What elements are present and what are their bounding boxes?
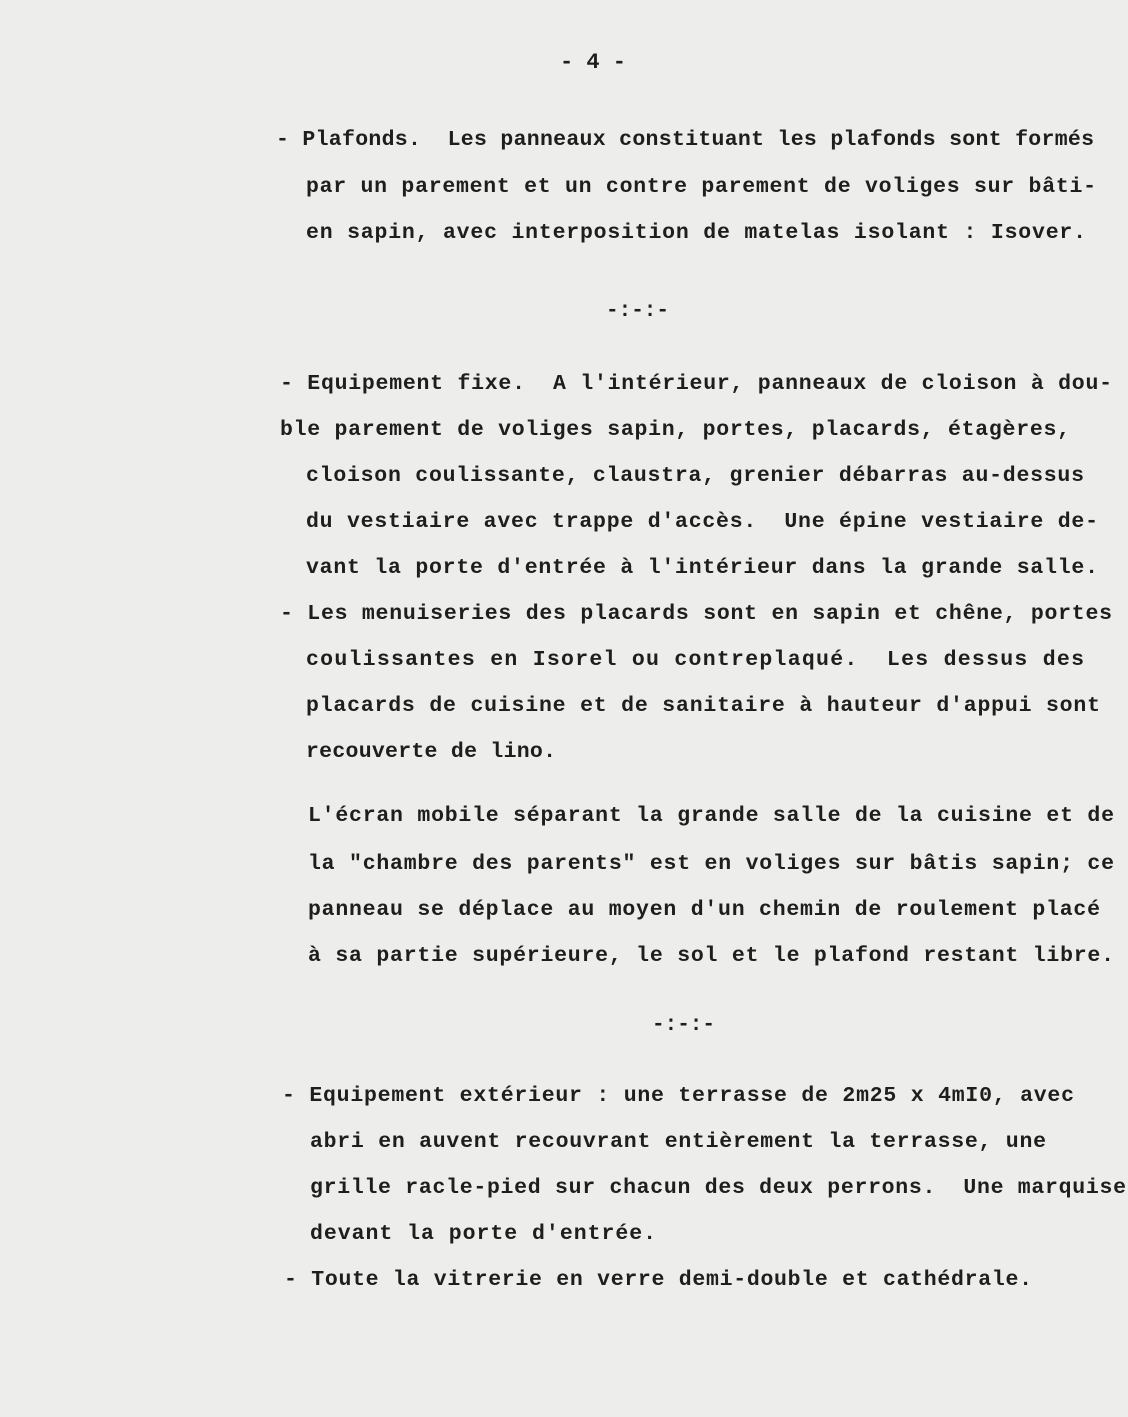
plafonds-line-1: - Plafonds. Les panneaux constituant les plafonds sont formés: [276, 128, 1095, 152]
separator-2: -:-:-: [652, 1014, 716, 1037]
equipement-exterieur-line-1: - Equipement extérieur : une terrasse de 2m25 x 4mI0, avec: [282, 1084, 1075, 1108]
equipement-exterieur-line-4: devant la porte d'entrée.: [310, 1222, 657, 1246]
ecran-mobile-line-4: à sa partie supérieure, le sol et le plafond restant libre.: [308, 944, 1115, 968]
equipement-exterieur-line-3: grille racle-pied sur chacun des deux perrons. Une marquise: [310, 1176, 1127, 1200]
plafonds-line-3: en sapin, avec interposition de matelas isolant : Isover.: [306, 221, 1087, 245]
equipement-fixe-line-2: ble parement de voliges sapin, portes, placards, étagères,: [280, 418, 1071, 442]
equipement-fixe-line-1: - Equipement fixe. A l'intérieur, panneaux de cloison à dou-: [280, 372, 1113, 396]
equipement-fixe-line-3: cloison coulissante, claustra, grenier débarras au-dessus: [306, 464, 1085, 488]
page-number: - 4 -: [560, 50, 627, 75]
menuiseries-line-1: - Les menuiseries des placards sont en sapin et chêne, portes: [280, 602, 1113, 626]
plafonds-line-2: par un parement et un contre parement de voliges sur bâti-: [306, 175, 1097, 199]
equipement-exterieur-line-2: abri en auvent recouvrant entièrement la terrasse, une: [310, 1130, 1047, 1154]
ecran-mobile-line-1: L'écran mobile séparant la grande salle de la cuisine et de: [308, 804, 1115, 828]
equipement-fixe-line-5: vant la porte d'entrée à l'intérieur dans la grande salle.: [306, 556, 1099, 580]
equipement-fixe-line-4: du vestiaire avec trappe d'accès. Une épine vestiaire de-: [306, 510, 1099, 534]
vitrerie-line-1: - Toute la vitrerie en verre demi-double et cathédrale.: [284, 1268, 1033, 1292]
menuiseries-line-3: placards de cuisine et de sanitaire à hauteur d'appui sont: [306, 694, 1101, 718]
menuiseries-line-2: coulissantes en Isorel ou contreplaqué. Les dessus des: [306, 648, 1086, 672]
ecran-mobile-line-2: la "chambre des parents" est en voliges sur bâtis sapin; ce: [308, 852, 1115, 876]
menuiseries-line-4: recouverte de lino.: [306, 740, 557, 764]
ecran-mobile-line-3: panneau se déplace au moyen d'un chemin de roulement placé: [308, 898, 1101, 922]
separator-1: -:-:-: [606, 300, 670, 323]
